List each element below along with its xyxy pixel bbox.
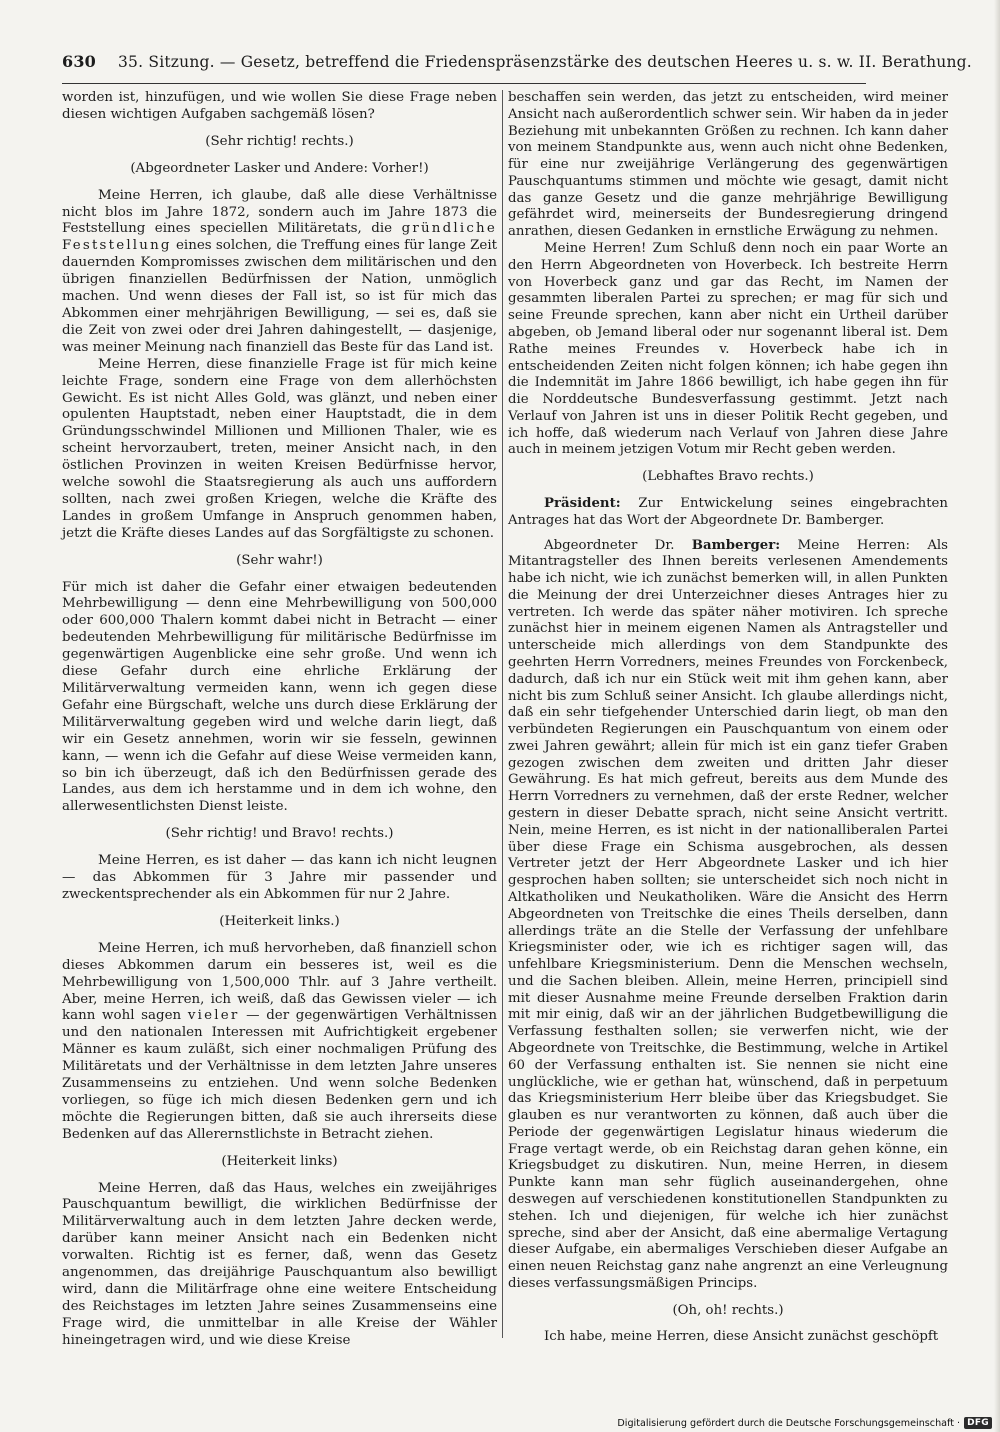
paragraph: beschaffen sein werden, das jetzt zu entscheiden, wird meiner Ansicht nach außerordentlich schwer sein. Wir haben da in jeder Beziehung mit unbekannten Größen zu rechnen. Ich kann daher von meinem Standpunkte aus, wenn auch nicht ohne Bedenken, für eine nur zweijährige Verlängerung des gegenwärtigen Pauschquantums stimmen und möchte wie gesagt, damit nicht das ganze Gesetz und die ganze mehrjährige Bewilligung gefährdet wird, meinerseits der Bundesregierung dringend anrathen, diesen Gedanken in ernstliche Erwägung zu nehmen. <box>508 90 948 240</box>
reaction: (Oh, oh! rechts.) <box>672 1302 784 1318</box>
left-column <box>62 90 497 1350</box>
text-run: — der gegenwärtigen Verhältnissen und den nationalen Interessen mit Aufrichtigkeit ergebener Männer es kaum zuläßt, sich einer nochmaligen Prüfung des Militäretats und der Verhältnisse in dem letzten Jahre unseres Zusammenseins zu entziehen. Und wenn solche Bedenken vorliegen, so füge ich mich diesen Bedenken gern und ich möchte die Regierungen bitten, daß sie auch ihrerseits diese Bedenken auf das Allerernstlichste in Betracht ziehen. <box>62 1008 497 1142</box>
interjection: (Abgeordneter Lasker und Andere: Vorher!) <box>130 160 429 176</box>
page-number: 630 <box>62 52 96 71</box>
reaction: (Lebhaftes Bravo rechts.) <box>642 469 814 485</box>
paragraph: Für mich ist daher die Gefahr einer etwaigen bedeutenden Mehrbewilligung — denn eine Mehrbewilligung von 500,000 oder 600,000 Thalern kommt dabei nicht in Betracht — einer bedeutenden Mehrbewilligung für militärische Bedürfnisse im gegenwärtigen Augenblicke eine sehr große. Und wenn ich diese Gefahr durch eine ehrliche Erklärung der Militärverwaltung vermeiden kann, wenn ich gegen diese Gefahr eine Bürgschaft, welche uns durch diese Erklärung der Militärverwaltung gegeben wird und welche darin liegt, daß wir ein Gesetz annehmen, worin wir sie fesseln, gewinnen kann, — wenn ich die Gefahr auf diese Weise vermeiden kann, so bin ich überzeugt, daß ich den Bedürfnissen gerade des Landes, aus dem ich herstamme und in dem ich wohne, den allerwesentlichsten Dienst leiste. <box>62 579 497 815</box>
text-run: Meine Herren, ich muß hervorheben, daß finanziell schon dieses Abkommen darum ein besseres ist, weil es die Mehrbewilligung von 1,500,000 Thlr. auf 3 Jahre vertheilt. Aber, meine Herren, ich weiß, daß das Gewissen vieler — ich kann wohl sagen <box>62 940 497 1024</box>
reaction: (Heiterkeit links.) <box>219 913 340 929</box>
paragraph: Meine Herren! Zum Schluß denn noch ein paar Worte an den Herrn Abgeordneten von Hoverbeck. Ich bestreite Herrn von Hoverbeck ganz und gar das Recht, im Namen der gesammten liberalen Partei zu sprechen; er mag für sich und seine Freunde sprechen, kann aber nicht ein Urtheil darüber abgeben, ob Jemand liberal oder nur sogenannt liberal ist. Dem Rathe meines Freundes v. Hoverbeck habe ich in entscheidenden Zeiten nicht folgen können; ich habe gegen ihn die Indemnität im Jahre 1866 bewilligt, ich habe gegen ihn für die Norddeutsche Bundesverfassung gestimmt. Jetzt nach Verlauf von Jahren ist uns in dieser Politik Recht gegeben, und ich hoffe, daß wiederum nach Verlauf von Jahren diese Jahre auch in meinem jetzigen Votum mir Recht geben werden. <box>508 241 948 458</box>
text-run: eines solchen, die Treffung eines für lange Zeit dauernden Kompromisses zwischen dem militärischen und den übrigen finanziellen Bedürfnissen der Nation, unmöglich machen. Und wenn dieses der Fall ist, so ist für mich das Abkommen einer mehrjährigen Bewilligung, — sei es, daß sie die Zeit von zwei oder drei Jahren dahingestellt, — dasjenige, was meiner Meinung nach finanziell das Beste für das Land ist. <box>62 238 497 355</box>
column-divider <box>502 90 503 1338</box>
reaction: (Heiterkeit links) <box>221 1153 338 1169</box>
paragraph: Meine Herren, es ist daher — das kann ich nicht leugnen — das Abkommen für 3 Jahre mir passender und zweckentsprechender als ein Abkommen für nur 2 Jahre. <box>62 853 497 902</box>
paragraph: Meine Herren, diese finanzielle Frage ist für mich keine leichte Frage, sondern eine Frage von dem allerhöchsten Gewicht. Es ist nicht Alles Gold, was glänzt, und neben einer opulenten Hauptstadt, neben einer Hauptstadt, die in dem Gründungsschwindel Millionen und Millionen Thaler, wie es scheint hervorzaubert, treten, meiner Ansicht nach, in den östlichen Provinzen in weiten Kreisen Bedürfnisse hervor, welche sowohl die Staatsregierung als auch uns auffordern sollten, nach zwei großen Kriegen, welche die Kräfte des Landes in großem Umfange in Anspruch genommen haben, jetzt die Kräfte dieses Landes auf das Sorgfältigste zu schonen. <box>62 356 497 541</box>
paragraph <box>62 941 497 1144</box>
right-column <box>508 90 948 1350</box>
reaction: (Sehr richtig! und Bravo! rechts.) <box>165 826 394 842</box>
president-paragraph <box>508 496 948 530</box>
text-run: Meine Herren, ich glaube, daß alle diese Verhältnisse nicht blos im Jahre 1872, sondern auch im Jahre 1873 die Feststellung eines speciellen Militäretats, die <box>62 187 497 237</box>
footer-credit <box>610 1416 992 1430</box>
reaction: (Sehr richtig! rechts.) <box>205 133 354 149</box>
spacer <box>508 530 948 538</box>
speech-paragraph <box>508 538 948 1293</box>
paragraph: Ich habe, meine Herren, diese Ansicht zunächst geschöpft <box>544 1329 939 1345</box>
dfg-logo: DFG <box>964 1417 992 1429</box>
footer-text: Digitalisierung gefördert durch die Deutsche Forschungsgemeinschaft · <box>617 1417 961 1429</box>
header-rule <box>62 83 866 84</box>
speaker-prefix: Abgeordneter Dr. <box>544 537 692 553</box>
text-run: Zur Entwickelung seines eingebrachten Antrages hat das Wort der Abgeordnete Dr. Bamberger. <box>508 495 948 528</box>
speaker-label: Bamberger: <box>691 537 781 553</box>
reaction: (Sehr wahr!) <box>236 552 323 568</box>
emphasized-text: gründliche Feststellung <box>62 221 497 254</box>
paragraph: worden ist, hinzufügen, und wie wollen Sie diese Frage neben diesen wichtigen Aufgaben sachgemäß lösen? <box>62 90 497 122</box>
page-edge-shadow <box>994 0 1000 1432</box>
emphasized-text: vieler <box>187 1008 240 1024</box>
page-header <box>62 52 972 80</box>
paragraph <box>62 188 497 357</box>
running-head: 35. Sitzung. — Gesetz, betreffend die Friedenspräsenzstärke des deutschen Heeres u. s. w. II. Berathung. <box>118 53 972 71</box>
paragraph: Meine Herren, daß das Haus, welches ein zweijähriges Pauschquantum bewilligt, die wirklichen Bedürfnisse der Militärverwaltung auch in dem letzten Jahre decken werde, darüber kann meiner Ansicht nach ein Bedenken nicht vorwalten. Richtig ist es ferner, daß, wenn das Gesetz angenommen, das dreijährige Pauschquantum also bewilligt wird, dann die Militärfrage ohne eine weitere Entscheidung des Reichstages im letzten Jahre seines Zusammenseins eine Frage wird, die unmittelbar in alle Kreise der Wähler hineingetragen wird, und wie diese Kreise <box>62 1180 497 1348</box>
speaker-label: Präsident: <box>544 495 621 511</box>
text-run: Meine Herren: Als Mitantragsteller des Ihnen bereits verlesenen Amendements habe ich nicht, wie ich zunächst bemerken will, in allen Punkten die Meinung der drei Unterzeichner dieses Antrages hier zu vertreten. Ich werde das später näher motiviren. Ich spreche zunächst hier in meinem eigenen Namen als Antragsteller und unterscheide mich allerdings von dem Standpunkte des geehrten Herrn Vorredners, meines Freundes von Forckenbeck, dadurch, daß ich nur ein Stück weit mit ihm gehen kann, aber nicht bis zum Schluß seiner Ansicht. Ich glaube allerdings nicht, daß ein sehr tiefgehender Unterschied darin liegt, ob man den verbündeten Regierungen ein Pauschquantum von einem oder zwei Jahren gewährt; allein für mich ist ein ganz tiefer Graben gezogen zwischen dem zweiten und dritten Jahr dieser Gewährung. Es hat mich gefreut, bereits aus dem Munde des Herrn Vorredners zu vernehmen, daß der erste Redner, welcher gestern in dieser Debatte sprach, nicht seine Ansicht vertritt. Nein, meine Herren, es ist nicht in der nationalliberalen Partei über diese Frage ein Schisma ausgebrochen, als dessen Vertreter jetzt der Herr Abgeordnete Lasker und ich hier gesprochen haben sollten; sie unterscheidet sich noch nicht in Altkatholiken und Neukatholiken. Wäre die Ansicht des Herrn Abgeordneten von Treitschke die eines Theils derselben, dann allerdings träte an die Stelle der Verfassung der unfehlbare Kriegsminister oder, wie ich es richtiger sagen will, das unfehlbare Kriegsministerium. Denn die Menschen wechseln, und die Sachen bleiben. Allein, meine Herren, principiell sind mit dieser Ausnahme meine Freunde derselben Fraktion darin mit mir einig, daß wir an der jährlichen Budgetbewilligung die Verfassung festhalten sollen; sie verwerfen nicht, wie der Abgeordnete von Treitschke, die Bestimmung, welche in Artikel 60 der Verfassung enthalten ist. Sie nennen sie nicht eine unglückliche, wie er gethan hat, wünschend, daß in perpetuum das Kriegsministerium Herr bleibe über das Kriegsbudget. Sie glauben es nur verantworten zu können, daß auch über die Periode der gegenwärtigen Legislatur hinaus wiederum die Frage vertagt werde, ob ein Reichstag daran gehen könne, ein Kriegsbudget zu diskutiren. Nun, meine Herren, in diesem Punkte kann man sehr füglich auseinandergehen, ohne deswegen auf verschiedenen konstitutionellen Standpunkten zu stehen. Ich und diejenigen, für welche ich hier zunächst spreche, sind aber der Ansicht, daß eine abermalige Vertagung dieser Aufgabe, ein abermaliges Verschieben dieser Aufgabe an einen neuen Reichstag ganz nahe angrenzt an eine Verleugnung dieses verfassungsmäßigen Princips. <box>508 537 949 1291</box>
